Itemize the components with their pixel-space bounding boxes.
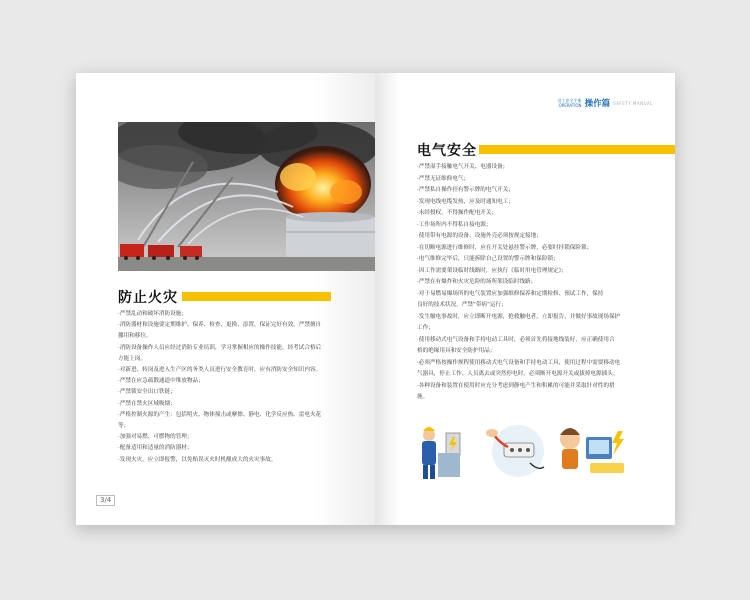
- section-title-bar: [182, 292, 331, 301]
- rule-line: 施。: [417, 394, 429, 400]
- section-title-bar: [479, 145, 675, 154]
- electrical-safety-illustration: [420, 413, 630, 483]
- rule-line: ·使用移动式电气设备和手持电动工具时，必须首先将接地线装好，应正确使用合: [417, 336, 615, 343]
- rule-line: ·发现火灾，应立即报警，以免贻误灭火时机酿成大的火灾事故。: [118, 456, 277, 463]
- rule-line: ·严禁在禁火区域吸烟；: [118, 400, 176, 407]
- child-appliance-icon: [560, 428, 624, 473]
- left-page: [76, 73, 375, 525]
- section-title-fire-prevention: 防止火灾: [118, 290, 178, 306]
- rule-line: ·发现电线电缆发热，应及时通知电工；: [417, 198, 514, 205]
- rule-line: ·严禁在有爆炸和火灾危险的场所架设临时线路；: [417, 279, 537, 285]
- brand-title: 操作篇: [584, 99, 611, 109]
- rule-line: 工作；: [417, 325, 434, 331]
- rule-line: ·各种设备和装置在使用时应充分考虑到静电产生和积累的可能并采取针对性的措: [417, 382, 615, 389]
- rule-line: ·消防器材和设施要定期维护、保养、检查、更换、添置，保证完好有效，严禁擅自: [118, 322, 322, 329]
- rule-line: ·因工作需要架设临时线路时，应执行《临时用电管理规定》；: [417, 267, 568, 274]
- plug-socket-icon: [486, 425, 544, 477]
- page-number: 3/4: [96, 495, 115, 506]
- rule-line: ·未经授权，不得操作配电开关；: [417, 210, 498, 216]
- rule-line: ·严禁无证维修电气；: [417, 175, 470, 182]
- rule-line: ·严禁湿手接触电气开关、电器设备；: [417, 164, 509, 170]
- worker-figure-icon: [422, 427, 460, 479]
- rule-line: 气器具，停止工作、人员离去或突然停电时，必须断开电源开关或拔掉电源插头；: [417, 371, 619, 377]
- brand-subtitle: 员工安全手册 OPERATION: [557, 98, 582, 108]
- fire-prevention-rules: [118, 309, 370, 466]
- rule-line: 格的绝缘用具和安全防护用品；: [417, 348, 496, 354]
- rule-line: ·必须严格按操作规程使用移动式电气设备和手持电动工具，使用过程中需要移动电: [417, 359, 621, 366]
- electrical-safety-rules: [417, 162, 667, 404]
- rule-line: ·发生触电事故时，应立即断开电源，抢救触电者，立即报告，并做好事故现场保护: [417, 313, 621, 320]
- rule-line: ·使用带有电源的设备、设施外壳必须按规定接地；: [417, 233, 542, 239]
- rule-line: ·对于易燃易爆场所的电气装置应加强维修保养和定期检修、预试工作，保持: [417, 290, 604, 297]
- right-page: [375, 73, 675, 525]
- rule-line: 挪用和移位。: [118, 333, 152, 340]
- rule-line: ·加强对易燃、可燃物的管理；: [118, 434, 193, 441]
- rule-line: 良好的技术状况，严禁“带病”运行；: [417, 302, 507, 308]
- rule-line: ·在切断电源进行维修时，应在开关处悬挂警示牌，必要时挂锁保险锁；: [417, 244, 593, 251]
- rule-line: ·严禁乱动和破坏消防设施；: [118, 311, 187, 317]
- rule-line: ·严格控制火源的产生：包括明火、物体撞击或摩擦、静电、化学反应热、雷电火花: [118, 411, 322, 418]
- rule-line: ·消防设备操作人员应经过消防专业培训，学习掌握相应的操作技能，经考试合格后: [118, 344, 322, 351]
- rule-line: ·严禁在应急疏散通道中堆放物品；: [118, 378, 204, 385]
- rule-line: 等；: [118, 423, 130, 430]
- rule-line: ·严禁私自操作挂有警示牌的电气开关；: [417, 187, 514, 193]
- rule-line: 方能上岗。: [118, 355, 146, 362]
- header-brand: [558, 97, 653, 109]
- brand-english: SAFETY MANUAL: [613, 100, 653, 106]
- rule-line: ·电气维修完毕后，只能拆除自己设置的警示牌和保险锁；: [417, 256, 559, 262]
- brochure-spread: [76, 73, 675, 525]
- fire-photo: [118, 122, 375, 271]
- rule-line: ·对新进、转岗及进入生产区的务类人员进行安全教育时，应有消防安全知识内容。: [118, 367, 322, 374]
- section-title-electrical-safety: 电气安全: [417, 143, 477, 159]
- rule-line: ·工作场所内不得私自接电源；: [417, 221, 492, 228]
- rule-line: ·严禁锁安全出口铁链；: [118, 389, 176, 396]
- rule-line: ·配备适用和适量的消防器材；: [118, 445, 193, 452]
